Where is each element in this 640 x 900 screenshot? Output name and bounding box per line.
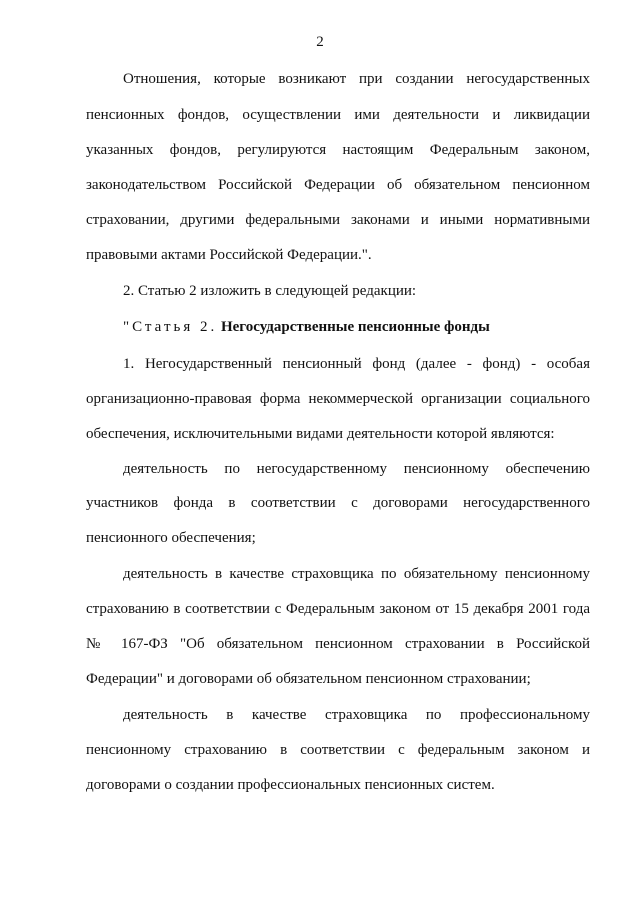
article-heading-title: Негосударственные пенсионные фонды (220, 319, 490, 335)
article-heading (123, 318, 590, 336)
paragraph-line: № 167-ФЗ "Об обязательном пенсионном страховании в Российской (86, 636, 590, 652)
paragraph-line: законодательством Российской Федерации об обязательном пенсионном (86, 177, 590, 193)
paragraph-line: 1. Негосударственный пенсионный фонд (далее - фонд) - особая (123, 356, 590, 372)
paragraph-line: пенсионного обеспечения; (86, 530, 256, 546)
paragraph-line: пенсионному страхованию в соответствии с федеральным законом и (86, 742, 590, 758)
paragraph-line: пенсионных фондов, осуществлении ими деятельности и ликвидации (86, 107, 590, 123)
paragraph-line: 2. Статью 2 изложить в следующей редакции: (123, 283, 417, 299)
paragraph-line: договорами о создании профессиональных пенсионных систем. (86, 777, 495, 793)
page-number: 2 (316, 34, 324, 50)
paragraph-line: страхованию в соответствии с Федеральным законом от 15 декабря 2001 года (86, 601, 590, 617)
paragraph-line: обеспечения, исключительными видами деятельности которой являются: (86, 426, 555, 442)
paragraph-line: правовыми актами Российской Федерации.". (86, 247, 372, 263)
paragraph-line: Федерации" и договорами об обязательном пенсионном страховании; (86, 671, 531, 687)
paragraph-line: деятельность в качестве страховщика по профессиональному (123, 707, 590, 723)
article-heading-prefix: "Статья 2. (123, 319, 218, 335)
paragraph-line: участников фонда в соответствии с договорами негосударственного (86, 495, 590, 511)
paragraph-line: деятельность по негосударственному пенсионному обеспечению (123, 461, 590, 477)
paragraph-line: страховании, другими федеральными законами и иными нормативными (86, 212, 590, 228)
paragraph-line: указанных фондов, регулируются настоящим Федеральным законом, (86, 142, 590, 158)
paragraph-line: Отношения, которые возникают при создании негосударственных (123, 71, 590, 87)
paragraph-line: деятельность в качестве страховщика по обязательному пенсионному (123, 566, 590, 582)
paragraph-line: организационно-правовая форма некоммерческой организации социального (86, 391, 590, 407)
